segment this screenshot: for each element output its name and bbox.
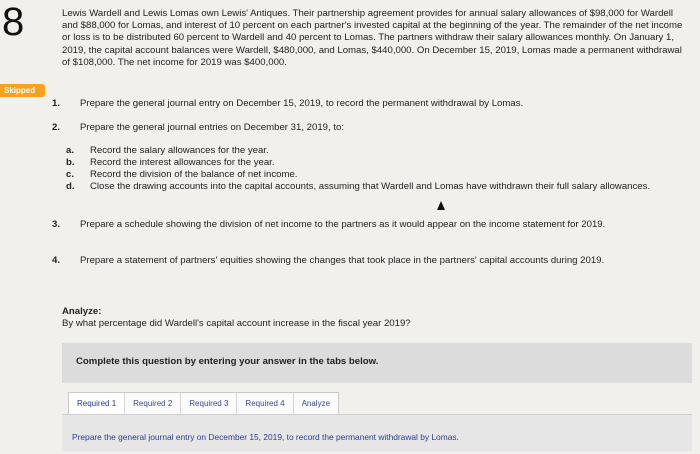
tab-required-2[interactable]: Required 2: [125, 393, 181, 415]
problem-statement: Lewis Wardell and Lewis Lomas own Lewis' Antiques. Their partnership agreement provides for annual salary allowances of $98,000 for Wardell and $88,000 for Lomas, and interest of 10 percent on each partner's invested capital at the beginning of the year. The remainder of the net income or loss is to be distributed 60 percent to Wardell and 40 percent to Lomas. The partners withdraw their salary allowances monthly. On January 1, 2019, the capital account balances were Wardell, $480,000, and Lomas, $440,000. On December 15, 2019, Lomas made a permanent withdrawal of $108,000. The net income for 2019 was $400,000.: [62, 8, 683, 68]
requirement-1: [52, 98, 690, 110]
sub-item-letter: a.: [66, 145, 75, 156]
sub-item-text: Close the drawing accounts into the capital accounts, assuming that Wardell and Lomas have withdrawn their full salary allowances.: [90, 181, 651, 192]
sub-item-a: [66, 145, 690, 157]
requirement-text: Prepare the general journal entry on December 15, 2019, to record the permanent withdrawal by Lomas.: [80, 98, 524, 109]
sub-item-letter: d.: [66, 181, 75, 192]
sub-item-d: [66, 181, 690, 193]
requirement-text: Prepare a schedule showing the division of net income to the partners as it would appear on the income statement for 2019.: [80, 219, 606, 230]
sub-item-text: Record the division of the balance of net income.: [90, 169, 298, 180]
requirement-number: 2.: [52, 122, 61, 133]
sub-item-letter: c.: [66, 169, 75, 180]
requirement-tabs: [68, 392, 339, 416]
sub-item-text: Record the salary allowances for the year.: [90, 145, 269, 156]
requirement-number: 4.: [52, 255, 61, 266]
status-badge: Skipped: [0, 84, 45, 97]
sub-item-c: [66, 169, 690, 181]
question-number: 8: [2, 0, 25, 44]
tab-required-3[interactable]: Required 3: [181, 393, 237, 415]
analyze-heading: Analyze:: [62, 306, 102, 317]
requirement-text: Prepare the general journal entries on December 31, 2019, to:: [80, 122, 344, 133]
tab-content-panel: [62, 415, 692, 451]
tab-analyze[interactable]: Analyze: [294, 393, 338, 415]
requirement-3: [52, 219, 690, 231]
requirement-4: [52, 255, 690, 267]
requirement-number: 1.: [52, 98, 61, 109]
instruction-text: Complete this question by entering your answer in the tabs below.: [76, 356, 379, 367]
sub-item-letter: b.: [66, 157, 75, 168]
requirement-text: Prepare a statement of partners' equities showing the changes that took place in the partners' capital accounts during 2019.: [80, 255, 605, 266]
requirement-number: 3.: [52, 219, 61, 230]
tab-required-1[interactable]: Required 1: [69, 393, 125, 415]
sub-item-b: [66, 157, 690, 169]
analyze-question: By what percentage did Wardell's capital account increase in the fiscal year 2019?: [62, 318, 411, 329]
tab-required-4[interactable]: Required 4: [237, 393, 293, 415]
sub-item-text: Record the interest allowances for the year.: [90, 157, 275, 168]
tab-prompt: Prepare the general journal entry on December 15, 2019, to record the permanent withdrawal by Lomas.: [72, 432, 459, 442]
instruction-banner: [62, 343, 692, 383]
mouse-cursor-icon: [437, 201, 445, 210]
requirement-2: [52, 122, 690, 134]
